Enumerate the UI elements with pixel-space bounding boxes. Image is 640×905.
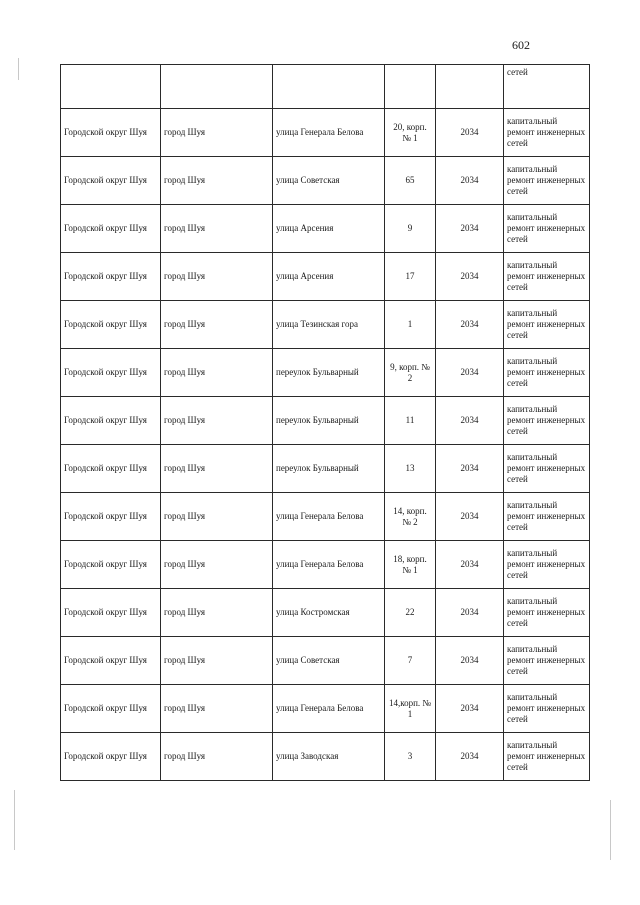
cell-district: Городской округ Шуя [61,733,161,781]
cell-town: город Шуя [161,685,273,733]
cell-work: капитальный ремонт инженерных сетей [504,589,590,637]
cell-town: город Шуя [161,493,273,541]
cell-town: город Шуя [161,109,273,157]
cell-street: улица Генерала Белова [273,109,385,157]
cell-town: город Шуя [161,589,273,637]
cell-house: 18, корп. № 1 [385,541,436,589]
cell-district: Городской округ Шуя [61,301,161,349]
cell-town: город Шуя [161,541,273,589]
cell-house: 9, корп. № 2 [385,349,436,397]
cell-street: переулок Бульварный [273,397,385,445]
cell-street: улица Костромская [273,589,385,637]
cell-work: капитальный ремонт инженерных сетей [504,301,590,349]
cell-house: 3 [385,733,436,781]
cell-street: улица Советская [273,637,385,685]
cell-year: 2034 [436,205,504,253]
cell-year: 2034 [436,685,504,733]
cell-town: город Шуя [161,157,273,205]
cell-year: 2034 [436,349,504,397]
cell-house: 20, корп. № 1 [385,109,436,157]
cell-house [385,65,436,109]
cell-street: улица Генерала Белова [273,493,385,541]
cell-year: 2034 [436,301,504,349]
cell-district: Городской округ Шуя [61,445,161,493]
cell-work: капитальный ремонт инженерных сетей [504,157,590,205]
continued-row [61,65,590,109]
cell-town: город Шуя [161,349,273,397]
cell-district: Городской округ Шуя [61,637,161,685]
cell-work: капитальный ремонт инженерных сетей [504,445,590,493]
cell-year: 2034 [436,493,504,541]
scan-artifact [18,58,19,80]
cell-house: 7 [385,637,436,685]
cell-district: Городской округ Шуя [61,157,161,205]
table-row [61,157,590,205]
cell-town: город Шуя [161,301,273,349]
cell-house: 1 [385,301,436,349]
table-row [61,637,590,685]
cell-house: 14,корп. № 1 [385,685,436,733]
cell-year: 2034 [436,541,504,589]
table-row [61,493,590,541]
cell-district: Городской округ Шуя [61,493,161,541]
cell-work: сетей [504,65,590,109]
scan-artifact [14,790,15,850]
table-body [61,65,590,781]
cell-district: Городской округ Шуя [61,397,161,445]
cell-year: 2034 [436,733,504,781]
cell-work: капитальный ремонт инженерных сетей [504,205,590,253]
cell-house: 17 [385,253,436,301]
table-row [61,541,590,589]
table-row [61,589,590,637]
repair-schedule-table [60,64,590,781]
cell-work: капитальный ремонт инженерных сетей [504,493,590,541]
cell-house: 65 [385,157,436,205]
cell-year [436,65,504,109]
cell-work: капитальный ремонт инженерных сетей [504,397,590,445]
cell-district: Городской округ Шуя [61,109,161,157]
table-row [61,733,590,781]
cell-street: улица Советская [273,157,385,205]
cell-town: город Шуя [161,397,273,445]
cell-district: Городской округ Шуя [61,685,161,733]
cell-street: улица Арсения [273,253,385,301]
table-row [61,685,590,733]
cell-town: город Шуя [161,445,273,493]
cell-street: переулок Бульварный [273,349,385,397]
cell-district: Городской округ Шуя [61,205,161,253]
cell-street [273,65,385,109]
cell-house: 13 [385,445,436,493]
cell-house: 9 [385,205,436,253]
cell-town: город Шуя [161,205,273,253]
cell-year: 2034 [436,397,504,445]
cell-work: капитальный ремонт инженерных сетей [504,733,590,781]
cell-district: Городской округ Шуя [61,541,161,589]
cell-work: капитальный ремонт инженерных сетей [504,637,590,685]
cell-work: капитальный ремонт инженерных сетей [504,109,590,157]
table-row [61,253,590,301]
cell-town: город Шуя [161,253,273,301]
cell-district: Городской округ Шуя [61,349,161,397]
cell-street: улица Арсения [273,205,385,253]
cell-year: 2034 [436,445,504,493]
cell-year: 2034 [436,157,504,205]
cell-town: город Шуя [161,733,273,781]
cell-district: Городской округ Шуя [61,253,161,301]
cell-street: улица Генерала Белова [273,685,385,733]
table-row [61,397,590,445]
cell-street: улица Тезинская гора [273,301,385,349]
cell-work: капитальный ремонт инженерных сетей [504,253,590,301]
table-row [61,109,590,157]
cell-street: улица Заводская [273,733,385,781]
scan-artifact [610,800,611,860]
cell-street: переулок Бульварный [273,445,385,493]
cell-year: 2034 [436,589,504,637]
cell-house: 22 [385,589,436,637]
cell-work: капитальный ремонт инженерных сетей [504,541,590,589]
cell-work: капитальный ремонт инженерных сетей [504,685,590,733]
table-row [61,349,590,397]
cell-district [61,65,161,109]
cell-house: 14, корп. № 2 [385,493,436,541]
cell-house: 11 [385,397,436,445]
cell-town: город Шуя [161,637,273,685]
page-number: 602 [512,38,530,52]
cell-district: Городской округ Шуя [61,589,161,637]
cell-year: 2034 [436,253,504,301]
table-row [61,205,590,253]
table-row [61,301,590,349]
cell-year: 2034 [436,109,504,157]
cell-year: 2034 [436,637,504,685]
cell-work: капитальный ремонт инженерных сетей [504,349,590,397]
table-row [61,445,590,493]
cell-town [161,65,273,109]
cell-street: улица Генерала Белова [273,541,385,589]
